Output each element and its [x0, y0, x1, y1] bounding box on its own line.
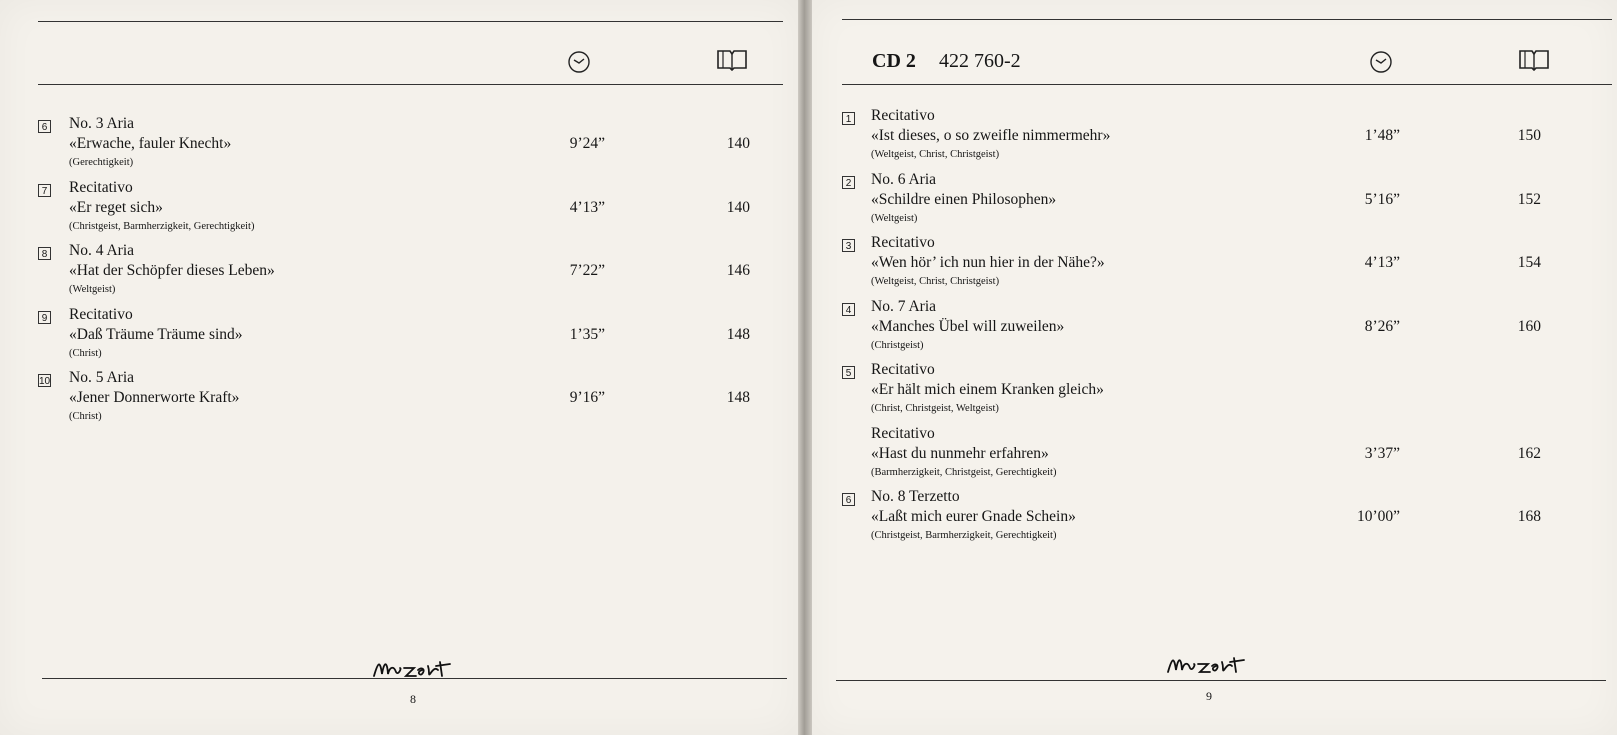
track-title: «Jener Donnerworte Kraft» — [69, 389, 240, 406]
track-form: No. 8 Terzetto — [871, 488, 960, 505]
header-top-rule — [842, 19, 1612, 20]
track-number-box: 9 — [38, 311, 51, 324]
track-title: «Hast du nunmehr erfahren» — [871, 444, 1049, 462]
track-roles: (Gerechtigkeit) — [69, 157, 134, 168]
page-number: 8 — [410, 692, 416, 706]
track-form: Recitativo — [871, 424, 935, 442]
clock-icon — [567, 50, 591, 74]
book-gutter — [798, 0, 812, 735]
track-title: «Erwache, fauler Knecht» — [69, 135, 232, 152]
track-libretto-page: 150 — [1517, 127, 1541, 144]
track-roles: (Christ, Christgeist, Weltgeist) — [871, 403, 999, 414]
track-form: Recitativo — [69, 305, 133, 323]
track-entry — [0, 369, 798, 438]
track-libretto-page: 146 — [726, 262, 750, 279]
track-number-box: 6 — [842, 493, 855, 506]
track-roles: (Christgeist) — [871, 339, 924, 351]
track-roles: (Weltgeist) — [69, 284, 116, 295]
track-duration: 4’13” — [569, 198, 605, 216]
track-number-box: 4 — [842, 303, 855, 316]
track-duration: 8’26” — [1364, 317, 1400, 335]
track-form: No. 6 Aria — [871, 170, 937, 188]
track-entry — [0, 178, 798, 248]
track-duration: 10’00” — [1356, 508, 1400, 525]
track-duration: 9’16” — [569, 389, 605, 406]
track-entry — [812, 361, 1617, 430]
track-number-box: 5 — [842, 366, 855, 379]
track-title: «Hat der Schöpfer dieses Leben» — [69, 262, 275, 279]
track-roles: (Barmherzigkeit, Christgeist, Gerechtigkeit) — [871, 466, 1057, 478]
track-libretto-page: 148 — [726, 389, 750, 406]
track-duration: 7’22” — [569, 262, 605, 279]
track-title: «Wen hör’ ich nun hier in der Nähe?» — [871, 254, 1105, 271]
page-number: 9 — [1206, 689, 1212, 703]
track-roles: (Christ) — [69, 411, 102, 422]
track-roles: (Weltgeist, Christ, Christgeist) — [871, 149, 1000, 160]
mozart-signature — [370, 654, 456, 684]
track-entry — [0, 242, 798, 311]
track-number-box: 10 — [39, 376, 51, 387]
track-duration: 9’24” — [569, 135, 605, 152]
track-entry — [812, 424, 1617, 494]
track-title: «Manches Übel will zuweilen» — [871, 317, 1065, 335]
track-form: No. 3 Aria — [69, 115, 135, 132]
track-libretto-page: 168 — [1517, 508, 1541, 525]
track-form: No. 5 Aria — [69, 369, 135, 386]
track-title: «Er hält mich einem Kranken gleich» — [871, 381, 1104, 398]
track-entry — [812, 234, 1617, 303]
track-number-box: 7 — [38, 184, 51, 197]
header-bottom-rule — [38, 84, 783, 85]
track-form: No. 7 Aria — [871, 297, 937, 315]
track-duration: 1’48” — [1364, 127, 1400, 144]
track-number-box: 3 — [842, 239, 855, 252]
footer-rule — [42, 678, 787, 679]
cd-label: CD 2 — [872, 50, 916, 72]
track-roles: (Christ) — [69, 347, 102, 359]
open-book-icon — [716, 49, 748, 71]
track-number-box: 2 — [842, 176, 855, 189]
track-libretto-page: 152 — [1517, 190, 1541, 208]
track-libretto-page: 162 — [1517, 444, 1541, 462]
header-top-rule — [38, 21, 783, 22]
track-title: «Er reget sich» — [69, 198, 163, 216]
track-form: Recitativo — [871, 234, 935, 251]
track-title: «Laßt mich eurer Gnade Schein» — [871, 508, 1076, 525]
footer-rule — [836, 680, 1606, 681]
track-libretto-page: 140 — [726, 135, 750, 152]
track-entry — [812, 488, 1617, 557]
track-number-box: 8 — [38, 247, 51, 260]
track-title: «Schildre einen Philosophen» — [871, 190, 1057, 208]
track-number-box: 6 — [38, 120, 51, 133]
header-bottom-rule — [842, 84, 1612, 85]
track-form: Recitativo — [69, 178, 133, 196]
track-duration: 4’13” — [1364, 254, 1400, 271]
track-entry — [0, 115, 798, 184]
track-roles: (Christgeist, Barmherzigkeit, Gerechtigkeit) — [69, 220, 255, 232]
track-libretto-page: 148 — [726, 325, 750, 343]
track-entry — [812, 297, 1617, 367]
mozart-signature — [1164, 650, 1250, 680]
catalog-number: 422 760-2 — [939, 50, 1021, 72]
left-page — [0, 0, 798, 735]
track-duration: 3’37” — [1364, 444, 1400, 462]
track-form: Recitativo — [871, 361, 935, 378]
track-title: «Ist dieses, o so zweifle nimmermehr» — [871, 127, 1111, 144]
clock-icon — [1369, 50, 1393, 74]
track-roles: (Weltgeist) — [871, 212, 918, 224]
track-number-box: 1 — [842, 112, 855, 125]
track-form: No. 4 Aria — [69, 242, 135, 259]
track-roles: (Weltgeist, Christ, Christgeist) — [871, 276, 1000, 287]
track-duration: 5’16” — [1364, 190, 1400, 208]
track-roles: (Christgeist, Barmherzigkeit, Gerechtigkeit) — [871, 530, 1057, 541]
track-entry — [812, 170, 1617, 240]
track-duration: 1’35” — [569, 325, 605, 343]
track-title: «Daß Träume Träume sind» — [69, 325, 243, 343]
track-entry — [0, 305, 798, 375]
track-entry — [812, 107, 1617, 176]
track-libretto-page: 140 — [726, 198, 750, 216]
track-libretto-page: 154 — [1517, 254, 1541, 271]
open-book-icon — [1518, 49, 1550, 71]
track-libretto-page: 160 — [1517, 317, 1541, 335]
right-page — [812, 0, 1617, 735]
track-form: Recitativo — [871, 107, 935, 124]
